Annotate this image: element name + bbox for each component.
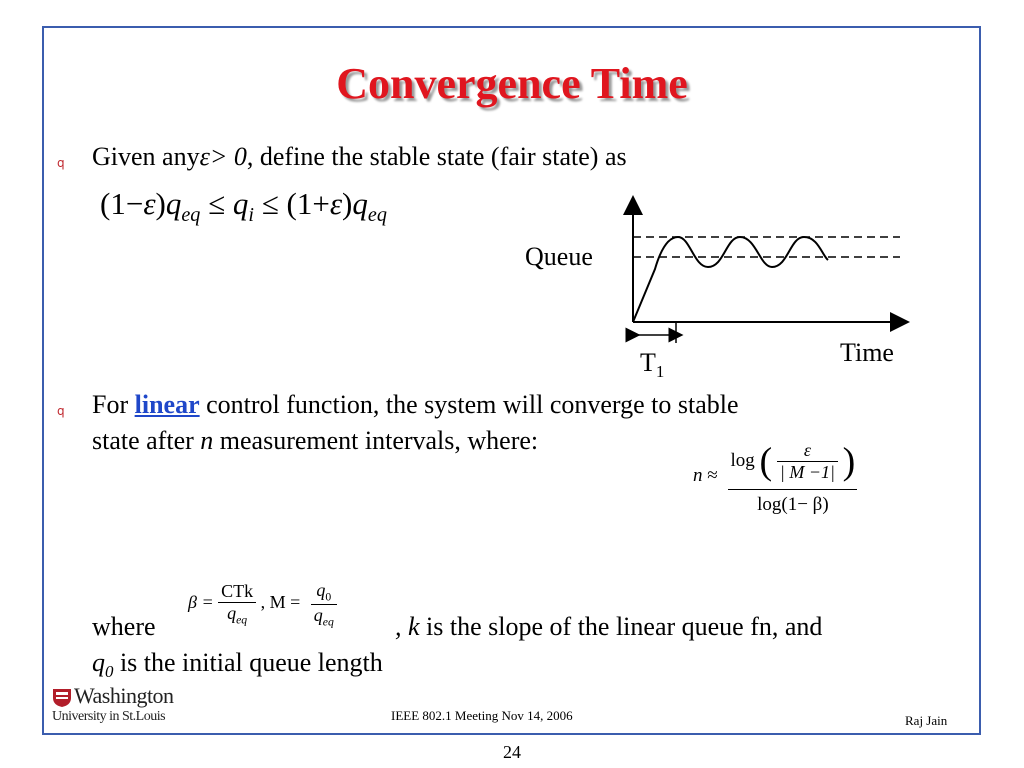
q0-text: $q_0$ is the initial queue length: [92, 648, 383, 682]
meeting-footer: IEEE 802.1 Meeting Nov 14, 2006: [391, 708, 573, 723]
bullet-2-line-2: state after n measurement intervals, where:: [92, 426, 539, 455]
linear-link[interactable]: linear: [134, 390, 200, 419]
beta-m-formula: β = $\frac{\text{CTk}}{q_{eq}}$ , M = $\frac{q_0}{q_{eq}}$: [188, 580, 337, 628]
bullet-1-text: [92, 140, 627, 174]
time-label: Time: [840, 338, 894, 367]
queue-time-diagram: [600, 195, 910, 355]
n-approx-formula: n ≈ log ( $\frac{\varepsilon}{| M -1|}$ ) log(1− β): [693, 436, 857, 516]
bullet-marker: q: [57, 404, 65, 418]
queue-label: Queue: [525, 242, 593, 271]
logo-line-2: University in St.Louis: [52, 709, 166, 724]
queue-curve: [633, 237, 828, 322]
logo-line-1: Washington: [74, 683, 174, 708]
stable-state-formula: $(1-\varepsilon)q_{eq} \le q_i \le (1+\varepsilon)q_{eq}$: [100, 186, 387, 227]
author-footer: Raj Jain: [905, 713, 948, 728]
k-slope-text: , k is the slope of the linear queue fn, and: [395, 612, 823, 641]
epsilon-symbol: ε: [199, 142, 210, 171]
where-label: where: [92, 612, 156, 641]
page-number: 24: [503, 742, 521, 762]
slide-title: Convergence Time: [336, 59, 688, 108]
n-var: n: [200, 426, 214, 455]
bullet-2-line-1: For linear control function, the system will converge to stable: [92, 390, 739, 419]
bullet-1-pre: Given any: [92, 142, 200, 171]
bullet-marker: q: [57, 156, 65, 170]
shield-icon: [52, 688, 72, 708]
t1-label: $T_1$: [640, 348, 665, 382]
gt-zero: > 0: [209, 142, 247, 171]
bullet-1-post: , define the stable state (fair state) as: [246, 142, 627, 171]
